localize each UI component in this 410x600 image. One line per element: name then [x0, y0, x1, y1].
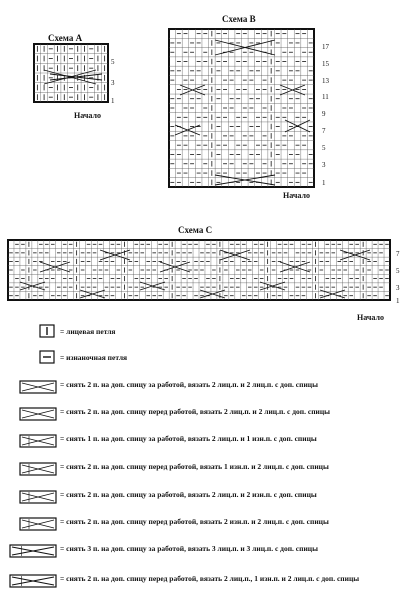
legend-text: = снять 2 п. на доп. спицу перед работой, вязать 2 изн.п. и 2 лиц.п. с доп. спицы — [60, 517, 329, 526]
legend-item — [8, 350, 403, 376]
chart-a-row-label: 1 — [111, 97, 115, 105]
chart-c-row-label: 1 — [396, 297, 400, 305]
chart-b-row-label: 11 — [322, 93, 329, 101]
legend-item — [8, 324, 403, 350]
legend-text: = снять 3 п. на доп. спицу за работой, вязать 3 лиц.п. и 3 лиц.п. с доп. спицы — [60, 544, 318, 553]
chart-c-title: Схема С — [178, 225, 213, 235]
chart-c-row-label: 7 — [396, 250, 400, 258]
cable-2-1-2-left-icon — [8, 574, 58, 590]
cable-2-2-right-icon — [8, 380, 58, 396]
chart-b-body — [169, 29, 314, 187]
chart-b-row-label: 17 — [322, 43, 329, 51]
legend-text: = снять 2 п. на доп. спицу перед работой, вязать 1 изн.п. и 2 лиц.п. с доп. спицы — [60, 462, 329, 471]
legend-text: = снять 2 п. на доп. спицу перед работой, вязать 2 лиц.п., 1 изн.п. и 2 лиц.п. с доп. спицы — [60, 574, 360, 583]
legend-item — [8, 517, 403, 543]
chart-a-body — [34, 44, 108, 102]
chart-b-row-label: 13 — [322, 77, 329, 85]
legend-text: = снять 1 п. на доп. спицу за работой, вязать 2 лиц.п. и 1 изн.п. с доп. спицы — [60, 434, 317, 443]
legend-text: = снять 2 п. на доп. спицу за работой, вязать 2 лиц.п. и 2 лиц.п. с доп. спицы — [60, 380, 318, 389]
chart-b-row-label: 5 — [322, 144, 326, 152]
chart-c-row-label: 5 — [396, 267, 400, 275]
chart-c-body — [8, 240, 390, 300]
legend-item — [8, 490, 403, 516]
legend-item — [8, 544, 403, 570]
chart-c-start-label: Начало — [357, 313, 384, 322]
chart-a-row-label: 3 — [111, 79, 115, 87]
legend-text: = изнаночная петля — [60, 353, 128, 362]
legend-item — [8, 380, 403, 406]
chart-b-row-label: 1 — [322, 179, 326, 187]
cable-3-3-right-icon — [8, 544, 58, 560]
cable-2-2-purl-left-icon — [8, 517, 58, 533]
chart-b-title: Схема В — [222, 14, 256, 24]
chart-b-start-label: Начало — [283, 191, 310, 200]
chart-b-row-label: 3 — [322, 161, 326, 169]
legend-text: = лицевая петля — [60, 327, 116, 336]
chart-b-row-label: 9 — [322, 110, 326, 118]
chart-a-title: Схема А — [48, 33, 83, 43]
cable-1-2-left-icon — [8, 462, 58, 478]
cable-2-2-purl-right-icon — [8, 490, 58, 506]
chart-a-row-label: 5 — [111, 58, 115, 66]
chart-b-row-label: 7 — [322, 127, 326, 135]
legend-item — [8, 574, 403, 600]
cable-2-2-left-icon — [8, 407, 58, 423]
chart-c-row-label: 3 — [396, 284, 400, 292]
legend-item — [8, 462, 403, 488]
purl-stitch-icon — [8, 350, 58, 366]
legend-item — [8, 434, 403, 460]
legend-text: = снять 2 п. на доп. спицу перед работой, вязать 2 лиц.п. и 2 лиц.п. с доп. спицы — [60, 407, 331, 416]
knit-stitch-icon — [8, 324, 58, 340]
cable-1-2-right-icon — [8, 434, 58, 450]
legend-text: = снять 2 п. на доп. спицу за работой, вязать 2 лиц.п. и 2 изн.п. с доп. спицы — [60, 490, 317, 499]
chart-a-start-label: Начало — [74, 111, 101, 120]
legend-item — [8, 407, 403, 433]
chart-b-row-label: 15 — [322, 60, 329, 68]
